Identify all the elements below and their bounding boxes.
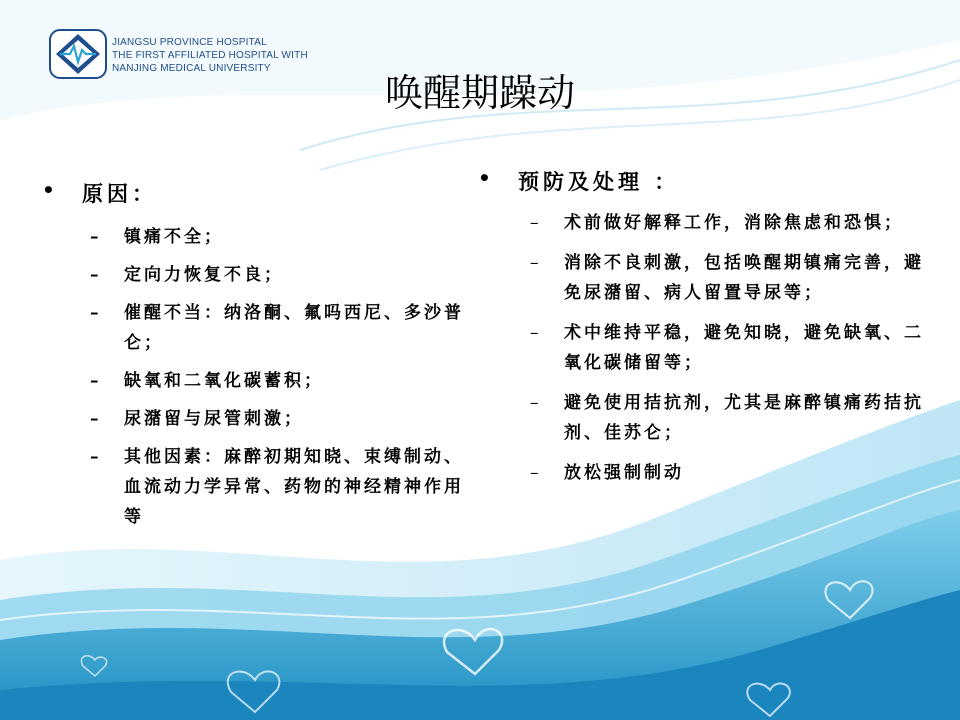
list-item-text: 术前做好解释工作，消除焦虑和恐惧； <box>564 213 904 233</box>
causes-heading-row <box>42 178 482 208</box>
dash-icon: – <box>90 265 102 285</box>
causes-column <box>42 178 482 540</box>
list-item <box>90 222 482 252</box>
list-item <box>90 298 482 358</box>
prevention-list <box>530 208 938 488</box>
causes-heading: 原因： <box>82 181 157 206</box>
causes-list <box>90 222 482 532</box>
list-item-text: 催醒不当：纳洛酮、氟吗西尼、多沙普仑； <box>124 303 464 353</box>
list-item-text: 尿潴留与尿管刺激； <box>124 409 304 429</box>
list-item <box>530 458 938 488</box>
dash-icon: – <box>530 213 542 233</box>
list-item-text: 其他因素：麻醉初期知晓、束缚制动、血流动力学异常、药物的神经精神作用等 <box>124 447 464 527</box>
bullet-icon: • <box>42 178 59 202</box>
dash-icon: – <box>530 393 542 413</box>
dash-icon: – <box>90 409 102 429</box>
dash-icon: – <box>530 253 542 273</box>
dash-icon: – <box>90 303 102 323</box>
list-item <box>90 404 482 434</box>
list-item-text: 放松强制制动 <box>564 463 684 483</box>
list-item <box>90 366 482 396</box>
hospital-name-line2: THE FIRST AFFILIATED HOSPITAL WITH <box>112 50 308 61</box>
dash-icon: – <box>530 323 542 343</box>
list-item <box>530 248 938 308</box>
list-item-text: 定向力恢复不良； <box>124 265 284 285</box>
list-item-text: 缺氧和二氧化碳蓄积； <box>124 371 324 391</box>
list-item <box>530 318 938 378</box>
dash-icon: – <box>90 447 102 467</box>
list-item-text: 消除不良刺激，包括唤醒期镇痛完善，避免尿潴留、病人留置导尿等； <box>564 253 924 303</box>
list-item <box>90 442 482 532</box>
list-item <box>530 388 938 448</box>
bullet-icon: • <box>478 166 495 190</box>
hospital-name-line3: NANJING MEDICAL UNIVERSITY <box>112 63 271 74</box>
dash-icon: – <box>90 371 102 391</box>
hospital-name-line1: JIANGSU PROVINCE HOSPITAL <box>112 37 267 48</box>
prevention-column <box>478 166 938 498</box>
slide-title: 唤醒期躁动 <box>384 71 575 115</box>
list-item <box>90 260 482 290</box>
dash-icon: – <box>530 463 542 483</box>
list-item <box>530 208 938 238</box>
prevention-heading-row <box>478 166 938 196</box>
list-item-text: 术中维持平稳，避免知晓，避免缺氧、二氧化碳储留等； <box>564 323 924 373</box>
dash-icon: – <box>90 227 102 247</box>
list-item-text: 镇痛不全； <box>124 227 224 247</box>
list-item-text: 避免使用拮抗剂，尤其是麻醉镇痛药拮抗剂、佳苏仑； <box>564 393 924 443</box>
prevention-heading: 预防及处理 ： <box>518 169 680 194</box>
